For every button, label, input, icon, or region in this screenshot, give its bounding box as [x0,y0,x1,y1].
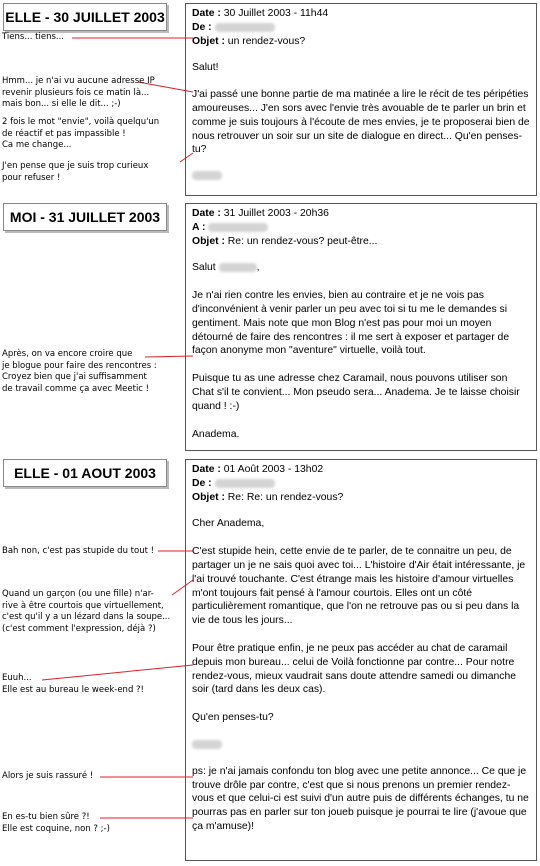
email-body: Qu'en penses-tu? [192,712,274,724]
email-card [185,203,537,451]
email-to: A : [192,221,530,235]
entry-heading: ELLE - 30 JUILLET 2003 [3,3,167,31]
email-greeting: Salut , [192,262,260,274]
redacted-signature [192,171,222,180]
email-from: De : [192,21,530,35]
email-subject: Objet : Re: Re: un rendez-vous? [192,491,344,503]
email-body: Pour être pratique enfin, je ne peux pas accéder au chat de caramail depuis mon bureau... celui de Voilà fonctionne par contre... Pour notre rendez-vous, mieux vaudrait sans doute attendre samedi ou dimanche soir (tard dans les deux cas). [192,642,517,696]
margin-note: Tiens... tiens... [2,32,64,42]
margin-note: En es-tu bien sûre ?! Elle est coquine, non ? ;-) [2,812,110,834]
redacted-name [215,23,275,32]
email-greeting: Cher Anadema, [192,518,265,530]
redacted-signature [192,740,222,749]
redacted-name [208,223,268,232]
email-subject: Objet : Re: un rendez-vous? peut-être... [192,235,378,247]
margin-note: Bah non, c'est pas stupide du tout ! [2,546,155,556]
margin-note: Alors je suis rassuré ! [2,771,94,781]
email-body: Je n'ai rien contre les envies, bien au contraire et je ne vois pas d'inconvénient à venir parler un peu avec toi si tu me le demandes si gentiment. Mais note que mon Blog n'est pas pour moi un moyen détourné de faire des rencontres : il me sert à exposer et partager de façon anonyme mon "aventure" virtuelle, voilà tout. [192,290,510,357]
email-greeting: Salut! [192,62,219,74]
email-body: J'ai passé une bonne partie de ma matinée a lire le récit de tes péripéties amoureuses... J'en sors avec l'envie très avouable de te parler un brin et comme je suis toujours à l'écoute de mes envies, je te proposerai bien de nous retrouver un soir sur un site de dialogue en direct... Qu'en penses-tu? [192,89,530,156]
margin-note: J'en pense que je suis trop curieux pour refuser ! [2,161,149,183]
email-body: Puisque tu as une adresse chez Caramail, nous pouvons utiliser son Chat s'il te convient... Mon pseudo sera... Anadema. Je te laisse choisir quand ! :-) [192,373,520,412]
margin-note: 2 fois le mot "envie", voilà quelqu'un de réactif et pas impassible ! Ca me change... [2,117,160,150]
entry-heading: ELLE - 01 AOUT 2003 [3,459,167,487]
email-signature: Anadema. [192,428,240,440]
email-from: De : [192,477,530,491]
email-body: ps: je n'ai jamais confondu ton blog avec une petite annonce... Ce que je trouve drôle par contre, c'est que si nous prenons un premier rendez-vous et que celui-ci est suivi d'un autre puis de différents échanges, tu ne pourras pas en parler sur ton joueb puisque je pourrai te lire (j'avoue que ça m'amuse)! [192,765,529,832]
email-date: Date : 30 Juillet 2003 - 11h44 [192,8,329,19]
email-body: C'est stupide hein, cette envie de te parler, de te connaitre un peu, de partager un je ne sais quoi avec toi... L'histoire d'Air était intéressante, je l'ai trouvé touchante. C'est étrange mais les histoire d'amour virtuelles m'ont toujours fait pensé à l'amour courtois. Elles ont un côté particulièrement romantique, que l'on ne retrouve pas ou si peu dans la vie de tous les jours... [192,546,526,627]
email-date: Date : 31 Juillet 2003 - 20h36 [192,208,329,219]
margin-note: Après, on va encore croire que je blogue pour faire des rencontres : Croyez bien que j'ai suffisamment de travail comme ça avec Meetic ! [2,349,157,394]
margin-note: Hmm... je n'ai vu aucune adresse IP revenir plusieurs fois ce matin là... mais bon... si elle le dit... ;-) [2,76,155,109]
margin-note: Euuh... Elle est au bureau le week-end ?! [2,673,144,695]
email-date: Date : 01 Août 2003 - 13h02 [192,464,324,475]
email-card [185,459,537,861]
redacted-name [215,479,275,488]
entry-heading: MOI - 31 JUILLET 2003 [3,203,167,231]
email-subject: Objet : un rendez-vous? [192,35,306,47]
email-card [185,3,537,196]
redacted-name [219,263,257,272]
margin-note: Quand un garçon (ou une fille) n'ar- rive à être courtois que virtuellement, c'est qu'il y a un lézard dans la soupe... (c'est comment l'expression, déjà ?) [2,589,171,634]
